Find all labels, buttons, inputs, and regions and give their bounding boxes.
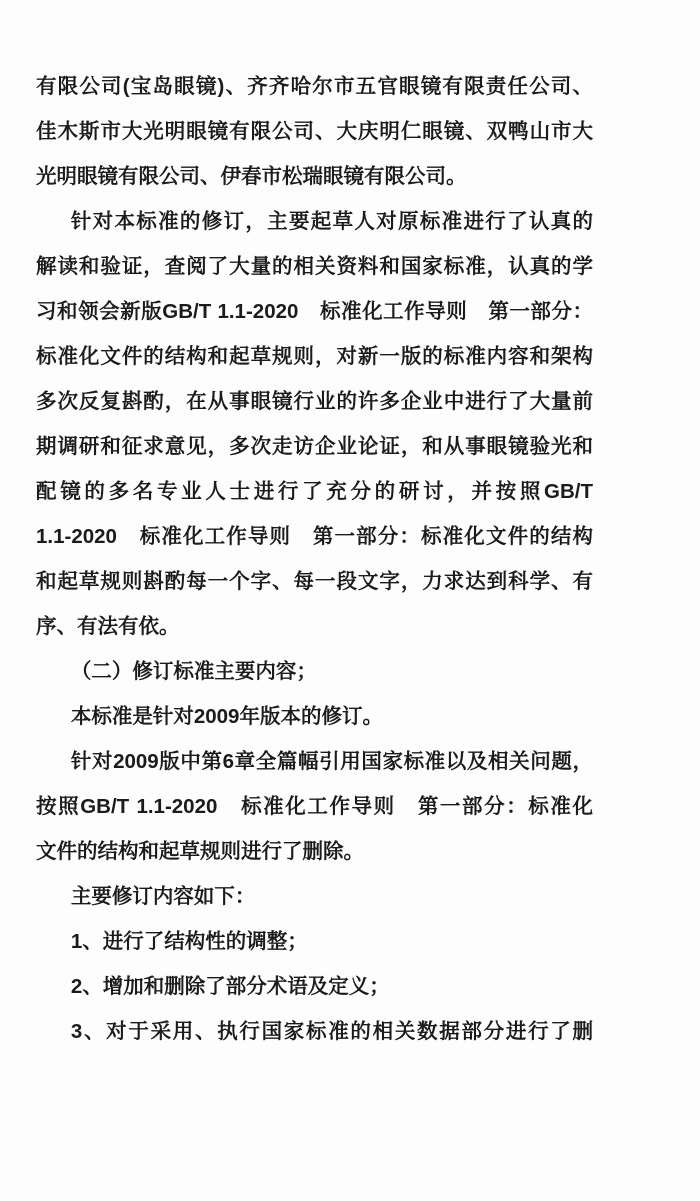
text-line: 文件的结构和起草规则进行了删除。 <box>36 840 364 863</box>
text-line: 1、进行了结构性的调整； <box>70 930 308 953</box>
text-line: 针对本标准的修订，主要起草人对原标准进行了认真的 <box>70 210 593 233</box>
text-line: 2、增加和删除了部分术语及定义； <box>70 975 390 998</box>
text-line: 主要修订内容如下： <box>70 885 256 908</box>
text-line: 和起草规则斟酌每一个字、每一段文字，力求达到科学、有 <box>36 570 593 593</box>
text-line: 本标准是针对2009年版本的修订。 <box>70 705 383 728</box>
text-line: （二）修订标准主要内容； <box>70 660 317 683</box>
text-line: 光明眼镜有限公司、伊春市松瑞眼镜有限公司。 <box>36 165 467 188</box>
text-line: 期调研和征求意见，多次走访企业论证，和从事眼镜验光和 <box>36 435 593 458</box>
text-line: 针对2009版中第6章全篇幅引用国家标准以及相关问题， <box>70 750 593 773</box>
text-line: 3、对于采用、执行国家标准的相关数据部分进行了删 <box>70 1020 593 1043</box>
text-line: 按照GB/T 1.1-2020 标准化工作导则 第一部分：标准化 <box>36 795 593 818</box>
text-line: 序、有法有依。 <box>36 615 180 638</box>
text-line: 配镜的多名专业人士进行了充分的研讨，并按照GB/T <box>36 480 593 503</box>
text-line: 有限公司(宝岛眼镜)、齐齐哈尔市五官眼镜有限责任公司、 <box>36 75 593 98</box>
text-line: 多次反复斟酌，在从事眼镜行业的许多企业中进行了大量前 <box>36 390 593 413</box>
text-line: 标准化文件的结构和起草规则，对新一版的标准内容和架构 <box>36 345 593 368</box>
text-line: 1.1-2020 标准化工作导则 第一部分：标准化文件的结构 <box>36 525 593 548</box>
text-line: 习和领会新版GB/T 1.1-2020 标准化工作导则 第一部分： <box>36 300 593 323</box>
text-line: 佳木斯市大光明眼镜有限公司、大庆明仁眼镜、双鸭山市大 <box>36 120 593 143</box>
text-column <box>36 64 593 1054</box>
text-line: 解读和验证，查阅了大量的相关资料和国家标准，认真的学 <box>36 255 593 278</box>
